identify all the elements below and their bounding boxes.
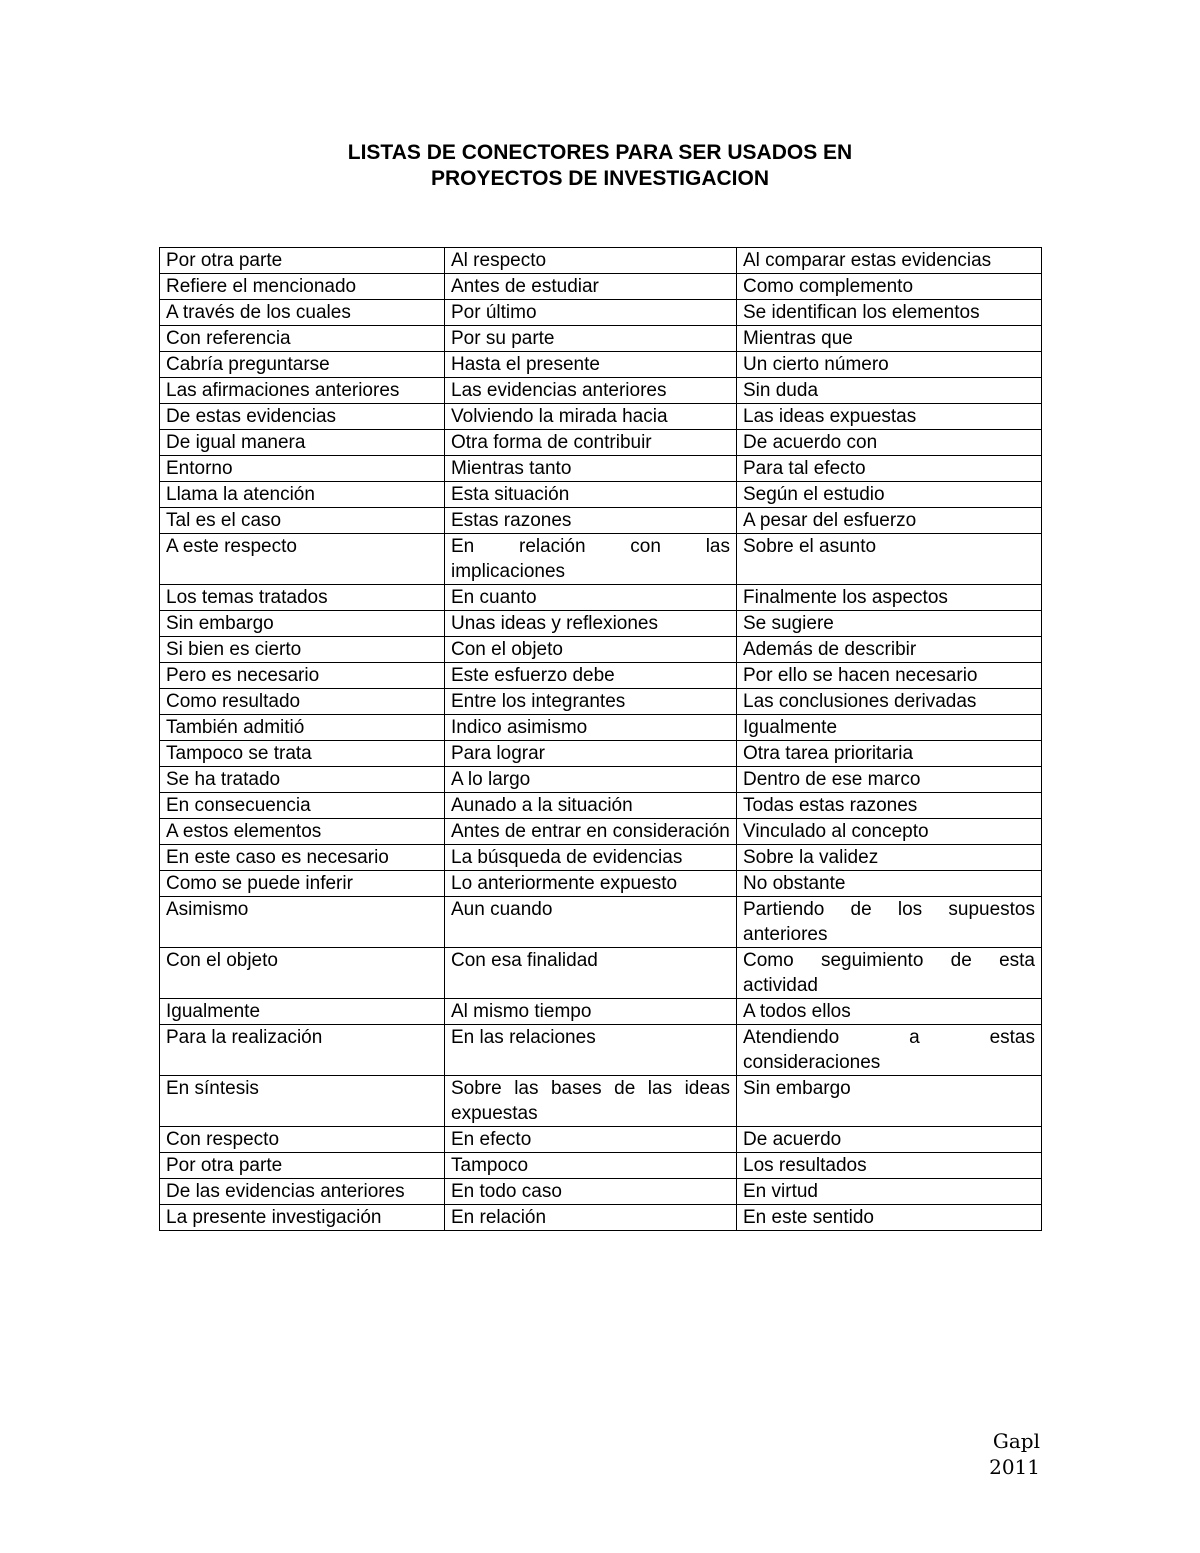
- table-cell: Si bien es cierto: [160, 637, 445, 663]
- table-cell: Tampoco: [445, 1153, 737, 1179]
- table-cell: Para tal efecto: [737, 456, 1042, 482]
- table-cell: Por último: [445, 300, 737, 326]
- table-row: [160, 793, 1042, 819]
- table-cell: Hasta el presente: [445, 352, 737, 378]
- table-cell: A lo largo: [445, 767, 737, 793]
- table-cell: Esta situación: [445, 482, 737, 508]
- table-cell: Igualmente: [160, 999, 445, 1025]
- table-row: [160, 767, 1042, 793]
- table-cell: Llama la atención: [160, 482, 445, 508]
- table-cell: Un cierto número: [737, 352, 1042, 378]
- table-row: [160, 845, 1042, 871]
- table-cell: Entorno: [160, 456, 445, 482]
- page-title-line-2: PROYECTOS DE INVESTIGACION: [431, 167, 769, 190]
- table-cell: Como resultado: [160, 689, 445, 715]
- table-row: [160, 819, 1042, 845]
- table-cell: Tal es el caso: [160, 508, 445, 534]
- table-cell: En este sentido: [737, 1205, 1042, 1231]
- table-cell: Refiere el mencionado: [160, 274, 445, 300]
- table-cell: Las ideas expuestas: [737, 404, 1042, 430]
- table-cell: Sobre el asunto: [737, 534, 1042, 585]
- table-cell: Cabría preguntarse: [160, 352, 445, 378]
- table-row: [160, 508, 1042, 534]
- table-cell: Volviendo la mirada hacia: [445, 404, 737, 430]
- table-row: [160, 663, 1042, 689]
- table-row: [160, 715, 1042, 741]
- table-cell: En efecto: [445, 1127, 737, 1153]
- table-row: [160, 585, 1042, 611]
- table-row: [160, 482, 1042, 508]
- table-cell: Los temas tratados: [160, 585, 445, 611]
- table-cell: Por su parte: [445, 326, 737, 352]
- table-row: [160, 741, 1042, 767]
- table-cell: De acuerdo con: [737, 430, 1042, 456]
- table-row: [160, 352, 1042, 378]
- table-row: [160, 300, 1042, 326]
- table-cell: Con esa finalidad: [445, 948, 737, 999]
- table-cell: Partiendo de los supuestos anteriores: [737, 897, 1042, 948]
- table-cell: La búsqueda de evidencias: [445, 845, 737, 871]
- table-cell: En las relaciones: [445, 1025, 737, 1076]
- table-cell: De estas evidencias: [160, 404, 445, 430]
- table-row: [160, 948, 1042, 999]
- table-cell: La presente investigación: [160, 1205, 445, 1231]
- table-cell: Vinculado al concepto: [737, 819, 1042, 845]
- table-cell: Se sugiere: [737, 611, 1042, 637]
- table-cell: Este esfuerzo debe: [445, 663, 737, 689]
- table-cell: A través de los cuales: [160, 300, 445, 326]
- table-cell: Las afirmaciones anteriores: [160, 378, 445, 404]
- table-cell: En consecuencia: [160, 793, 445, 819]
- table-cell: Mientras tanto: [445, 456, 737, 482]
- table-cell: A todos ellos: [737, 999, 1042, 1025]
- table-cell: Antes de entrar en consideración: [445, 819, 737, 845]
- table-row: [160, 274, 1042, 300]
- table-cell: Dentro de ese marco: [737, 767, 1042, 793]
- table-cell: Otra tarea prioritaria: [737, 741, 1042, 767]
- table-cell: Como complemento: [737, 274, 1042, 300]
- table-cell: De igual manera: [160, 430, 445, 456]
- table-cell: Se ha tratado: [160, 767, 445, 793]
- table-cell: Los resultados: [737, 1153, 1042, 1179]
- footer-year: 2011: [989, 1455, 1040, 1479]
- table-row: [160, 1205, 1042, 1231]
- table-row: [160, 1076, 1042, 1127]
- table-row: [160, 637, 1042, 663]
- table-cell: De acuerdo: [737, 1127, 1042, 1153]
- table-cell: Con el objeto: [445, 637, 737, 663]
- table-cell: Estas razones: [445, 508, 737, 534]
- table-cell: Además de describir: [737, 637, 1042, 663]
- table-row: [160, 404, 1042, 430]
- table-cell: Igualmente: [737, 715, 1042, 741]
- table-cell: A pesar del esfuerzo: [737, 508, 1042, 534]
- table-cell: Atendiendo a estas consideraciones: [737, 1025, 1042, 1076]
- footer-signature: [940, 1428, 1040, 1480]
- table-cell: De las evidencias anteriores: [160, 1179, 445, 1205]
- table-cell: Pero es necesario: [160, 663, 445, 689]
- table-cell: Todas estas razones: [737, 793, 1042, 819]
- table-cell: Al mismo tiempo: [445, 999, 737, 1025]
- table-cell: Por otra parte: [160, 1153, 445, 1179]
- table-row: [160, 534, 1042, 585]
- table-row: [160, 1025, 1042, 1076]
- table-row: [160, 689, 1042, 715]
- table-cell: Como seguimiento de esta actividad: [737, 948, 1042, 999]
- table-row: [160, 430, 1042, 456]
- table-cell: Sobre la validez: [737, 845, 1042, 871]
- table-cell: En relación: [445, 1205, 737, 1231]
- table-cell: No obstante: [737, 871, 1042, 897]
- table-cell: Al respecto: [445, 248, 737, 274]
- table-cell: Unas ideas y reflexiones: [445, 611, 737, 637]
- table-cell: Mientras que: [737, 326, 1042, 352]
- table-cell: Por otra parte: [160, 248, 445, 274]
- table-row: [160, 456, 1042, 482]
- table-cell: Sin embargo: [737, 1076, 1042, 1127]
- table-cell: Se identifican los elementos: [737, 300, 1042, 326]
- table-cell: Sin embargo: [160, 611, 445, 637]
- table-cell: Las conclusiones derivadas: [737, 689, 1042, 715]
- table-row: [160, 1153, 1042, 1179]
- table-cell: Indico asimismo: [445, 715, 737, 741]
- table-cell: Para lograr: [445, 741, 737, 767]
- table-cell: En este caso es necesario: [160, 845, 445, 871]
- table-cell: Aun cuando: [445, 897, 737, 948]
- table-cell: En virtud: [737, 1179, 1042, 1205]
- table-cell: Con respecto: [160, 1127, 445, 1153]
- table-cell: Finalmente los aspectos: [737, 585, 1042, 611]
- table-cell: También admitió: [160, 715, 445, 741]
- table-row: [160, 897, 1042, 948]
- table-cell: Lo anteriormente expuesto: [445, 871, 737, 897]
- table-cell: Entre los integrantes: [445, 689, 737, 715]
- table-cell: Con el objeto: [160, 948, 445, 999]
- table-cell: Las evidencias anteriores: [445, 378, 737, 404]
- table-cell: Antes de estudiar: [445, 274, 737, 300]
- table-row: [160, 1127, 1042, 1153]
- connectors-table: [159, 247, 1042, 1231]
- table-cell: Tampoco se trata: [160, 741, 445, 767]
- table-cell: En relación con las implicaciones: [445, 534, 737, 585]
- table-cell: Con referencia: [160, 326, 445, 352]
- table-row: [160, 378, 1042, 404]
- table-cell: Según el estudio: [737, 482, 1042, 508]
- table-cell: En todo caso: [445, 1179, 737, 1205]
- page-title-line-1: LISTAS DE CONECTORES PARA SER USADOS EN: [347, 141, 853, 164]
- table-cell: A estos elementos: [160, 819, 445, 845]
- table-cell: Sobre las bases de las ideas expuestas: [445, 1076, 737, 1127]
- table-cell: A este respecto: [160, 534, 445, 585]
- table-row: [160, 248, 1042, 274]
- table-row: [160, 871, 1042, 897]
- footer-author: Gapl: [992, 1429, 1040, 1453]
- page-title: [0, 140, 1200, 192]
- table-cell: Al comparar estas evidencias: [737, 248, 1042, 274]
- table-cell: Asimismo: [160, 897, 445, 948]
- table-cell: Para la realización: [160, 1025, 445, 1076]
- table-cell: Sin duda: [737, 378, 1042, 404]
- table-row: [160, 611, 1042, 637]
- connectors-table-body: [160, 248, 1042, 1231]
- table-cell: Otra forma de contribuir: [445, 430, 737, 456]
- table-row: [160, 326, 1042, 352]
- table-row: [160, 1179, 1042, 1205]
- table-cell: En síntesis: [160, 1076, 445, 1127]
- table-cell: Aunado a la situación: [445, 793, 737, 819]
- table-cell: En cuanto: [445, 585, 737, 611]
- table-cell: Como se puede inferir: [160, 871, 445, 897]
- table-row: [160, 999, 1042, 1025]
- table-cell: Por ello se hacen necesario: [737, 663, 1042, 689]
